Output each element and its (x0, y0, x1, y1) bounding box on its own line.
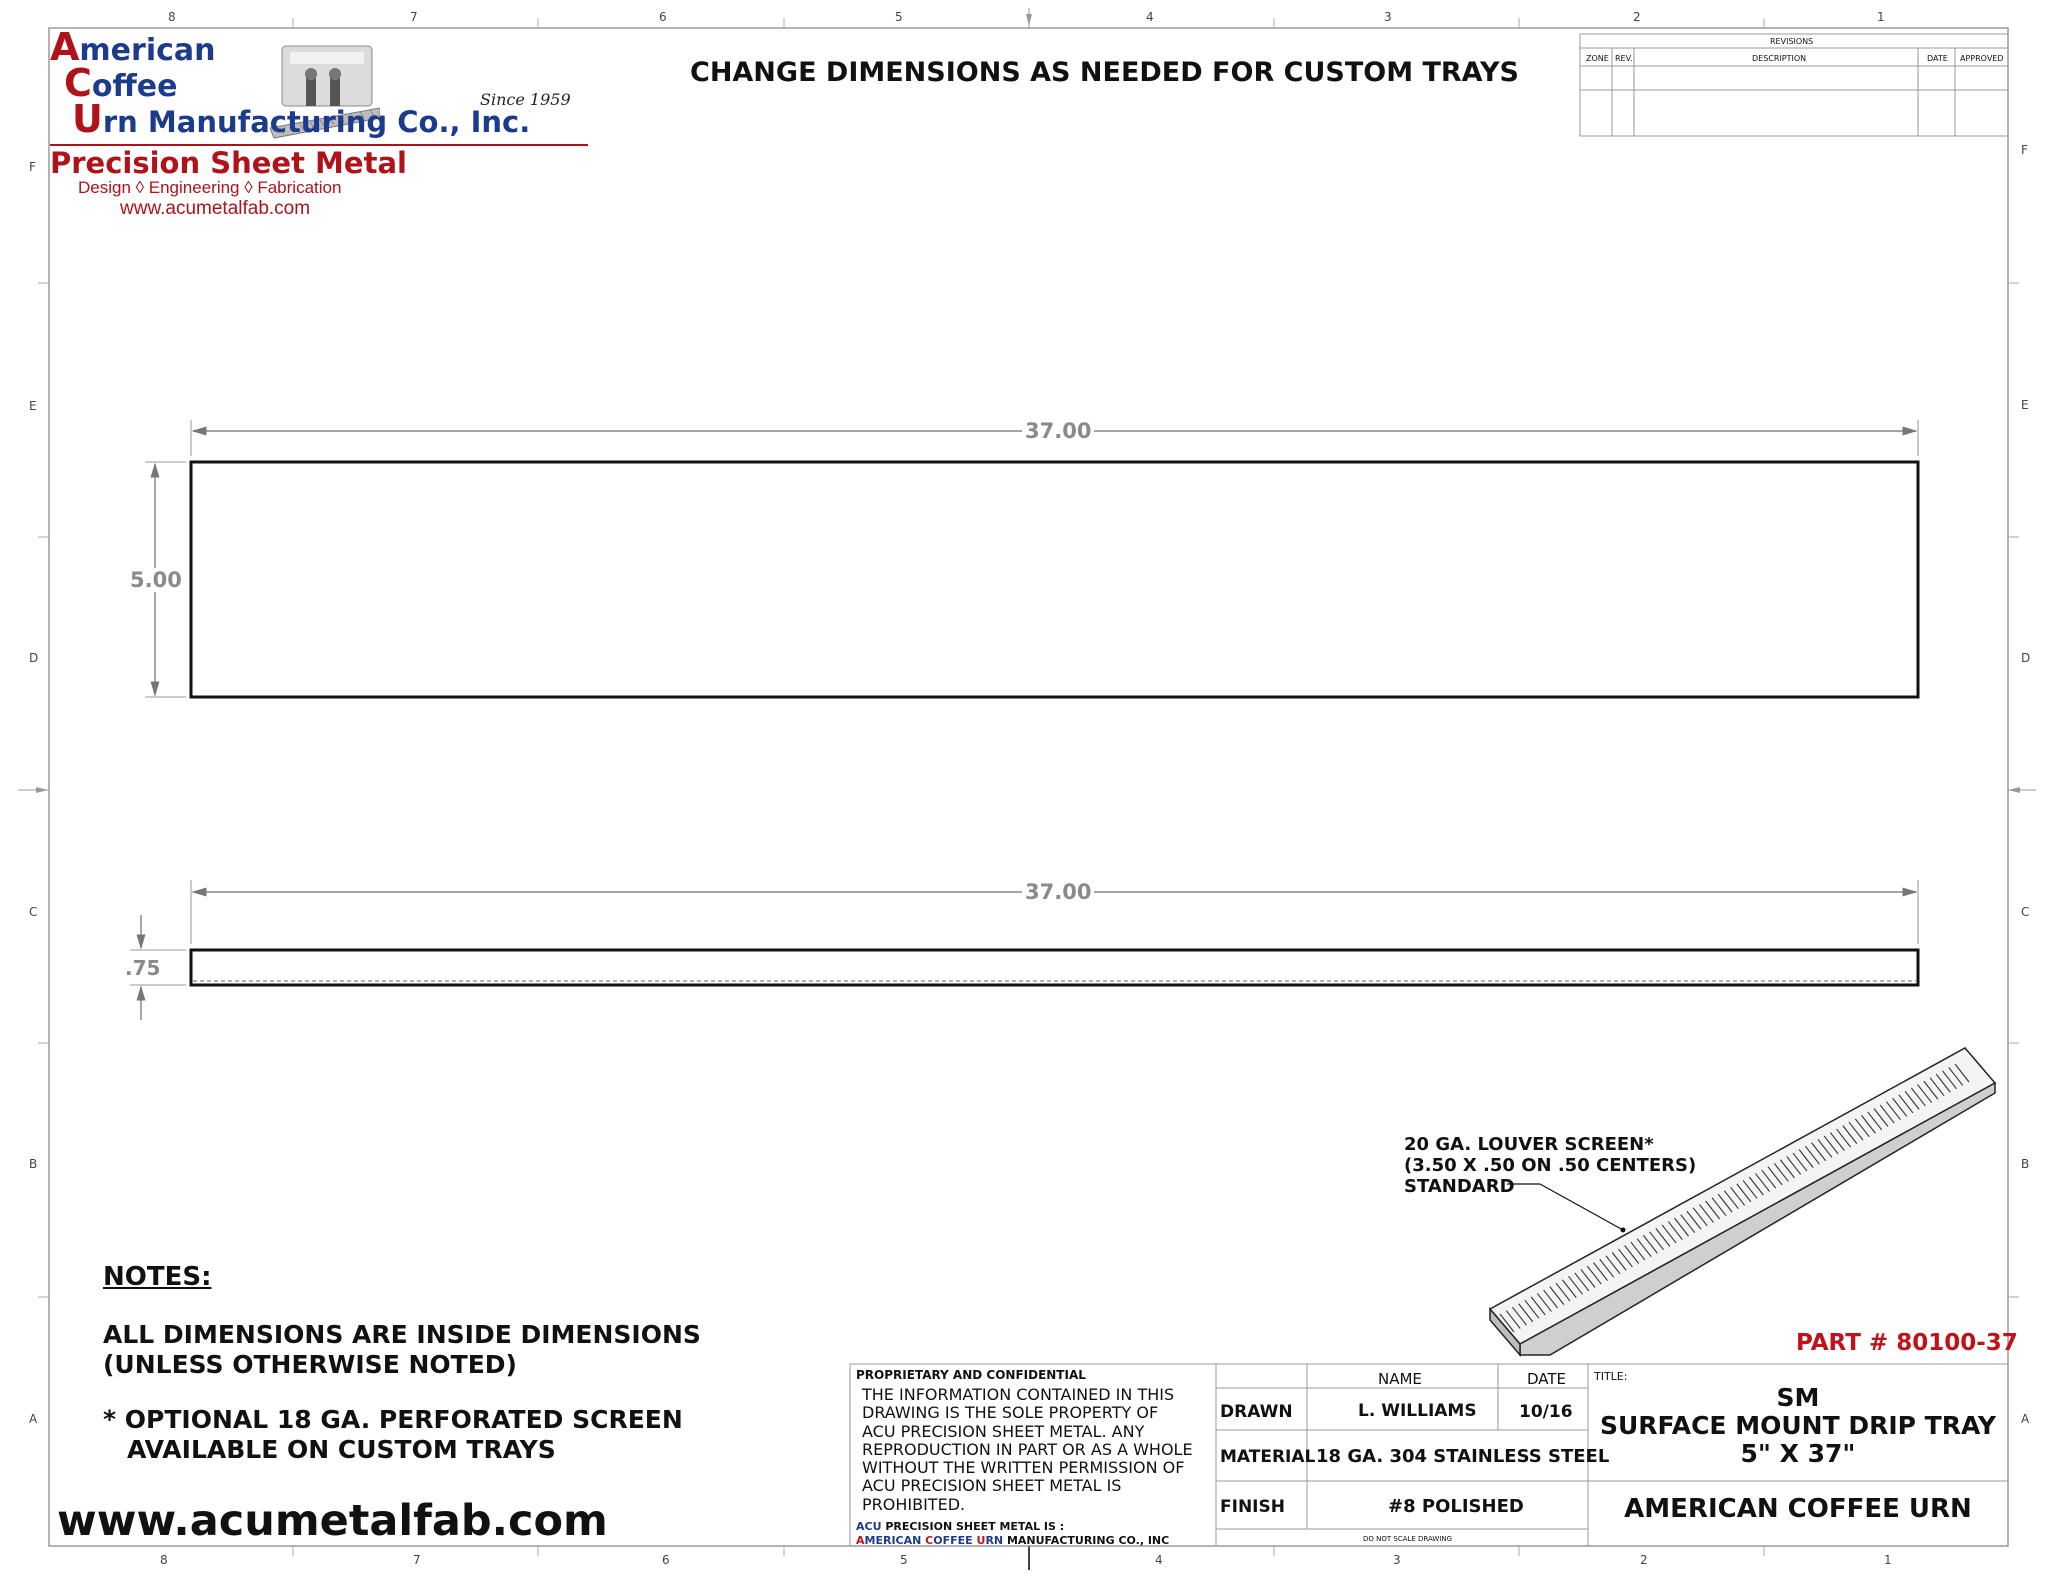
zone-right-d: D (2021, 651, 2031, 665)
side-width-dimension: 37.00 (1022, 880, 1094, 904)
isometric-tray (1490, 1048, 1995, 1355)
zone-right-c: C (2021, 905, 2030, 919)
proprietary-line: ACU PRECISION SHEET METAL IS (862, 1476, 1122, 1496)
zone-bottom-8: 8 (160, 1553, 168, 1567)
proprietary-line: REPRODUCTION IN PART OR AS A WHOLE (862, 1439, 1193, 1459)
zone-bottom-4: 4 (1155, 1553, 1163, 1567)
zone-right-b: B (2021, 1157, 2030, 1171)
rev-header-zone: ZONE (1586, 54, 1609, 63)
top-view-outline (191, 462, 1918, 697)
drawn-label: DRAWN (1220, 1402, 1293, 1422)
notes-title: NOTES: (103, 1262, 212, 1292)
logo-initial-u: U (72, 97, 103, 141)
logo-text-american: merican (79, 33, 216, 68)
side-view-outline (191, 950, 1918, 985)
page-title: CHANGE DIMENSIONS AS NEEDED FOR CUSTOM TRAYS (690, 57, 1519, 88)
zone-top-1: 1 (1877, 10, 1885, 24)
logo-services: Design ◊ Engineering ◊ Fabrication (78, 178, 342, 197)
logo-text-urn: rn Manufacturing Co., Inc. (102, 105, 531, 139)
louver-callout (1404, 1134, 1696, 1197)
logo-line-urn (72, 97, 531, 141)
logo-initial-a: A (50, 25, 80, 69)
footer-website: www.acumetalfab.com (57, 1496, 608, 1546)
acu-abbrev: ACU (856, 1520, 882, 1533)
zone-bottom-6: 6 (662, 1553, 670, 1567)
rev-header-description: DESCRIPTION (1752, 54, 1807, 63)
material-label: MATERIAL (1220, 1447, 1316, 1467)
proprietary-title: PROPRIETARY AND CONFIDENTIAL (856, 1368, 1086, 1382)
do-not-scale-note: DO NOT SCALE DRAWING (1363, 1535, 1453, 1543)
company-name: AMERICAN COFFEE URN (1624, 1494, 1972, 1524)
logo-since: Since 1959 (480, 90, 571, 109)
logo-initial-c: C (64, 61, 92, 105)
side-height-dimension: .75 (122, 956, 163, 980)
top-height-dimension: 5.00 (127, 568, 185, 592)
proprietary-notice (862, 1386, 1193, 1514)
zone-top-8: 8 (168, 10, 176, 24)
zone-bottom-2: 2 (1640, 1553, 1648, 1567)
zone-right-f: F (2021, 143, 2028, 157)
zone-bottom-1: 1 (1884, 1553, 1892, 1567)
date-header: DATE (1527, 1370, 1567, 1388)
zone-top-5: 5 (895, 10, 903, 24)
acu-initial-u: U (976, 1534, 986, 1547)
zone-left-c: C (29, 905, 38, 919)
proprietary-line: WITHOUT THE WRITTEN PERMISSION OF (862, 1458, 1185, 1478)
zone-top-6: 6 (659, 10, 667, 24)
drawn-name: L. WILLIAMS (1358, 1401, 1477, 1421)
zone-bottom-5: 5 (900, 1553, 908, 1567)
acu-initial-a: A (856, 1534, 865, 1547)
drawn-date: 10/16 (1519, 1402, 1573, 1422)
revisions-table (1580, 34, 2008, 136)
zone-right-a: A (2021, 1412, 2030, 1426)
zone-left-d: D (29, 651, 39, 665)
acu-statement-text: PRECISION SHEET METAL IS : (881, 1520, 1065, 1533)
top-width-dimension: 37.00 (1022, 419, 1094, 443)
acu-text-rest: MANUFACTURING CO., INC (1003, 1534, 1170, 1547)
louver-callout-line1: 20 GA. LOUVER SCREEN* (1404, 1134, 1654, 1155)
company-logo (50, 25, 590, 230)
zone-left-a: A (29, 1412, 38, 1426)
title-label: TITLE: (1594, 1370, 1628, 1383)
zone-top-7: 7 (410, 10, 418, 24)
name-header: NAME (1378, 1370, 1422, 1388)
drawing-title-line1: SM (1776, 1383, 1820, 1412)
proprietary-line: PROHIBITED. (862, 1494, 966, 1514)
zone-top-2: 2 (1633, 10, 1641, 24)
acu-text-offee: OFFEE (933, 1534, 977, 1547)
drawing-title (1588, 1384, 2008, 1468)
acu-text-merican: MERICAN (864, 1534, 926, 1547)
zone-left-b: B (29, 1157, 38, 1171)
drawing-title-line2: SURFACE MOUNT DRIP TRAY (1599, 1411, 1997, 1440)
zone-bottom-7: 7 (413, 1553, 421, 1567)
note-2-line1: * OPTIONAL 18 GA. PERFORATED SCREEN (103, 1405, 683, 1434)
acu-initial-c: C (925, 1534, 934, 1547)
zone-left-e: E (29, 399, 37, 413)
zone-top-3: 3 (1384, 10, 1392, 24)
rev-header-rev: REV. (1615, 54, 1633, 63)
zone-bottom-3: 3 (1393, 1553, 1401, 1567)
finish-label: FINISH (1220, 1497, 1285, 1517)
drawing-title-line3: 5" X 37" (1740, 1439, 1856, 1468)
acu-statement-line2 (856, 1534, 1169, 1547)
acu-statement-line1 (856, 1520, 1064, 1533)
logo-website: www.acumetalfab.com (120, 198, 311, 219)
logo-precision: Precision Sheet Metal (50, 146, 407, 180)
louver-callout-line2: (3.50 X .50 ON .50 CENTERS) (1404, 1155, 1697, 1176)
proprietary-line: ACU PRECISION SHEET METAL. ANY (862, 1421, 1145, 1441)
note-1-line1: ALL DIMENSIONS ARE INSIDE DIMENSIONS (103, 1320, 701, 1349)
revisions-title: REVISIONS (1770, 37, 1814, 46)
note-1-line2: (UNLESS OTHERWISE NOTED) (103, 1350, 517, 1379)
note-2 (103, 1405, 683, 1465)
finish-value: #8 POLISHED (1388, 1496, 1524, 1517)
sheet-border (49, 28, 2008, 1546)
logo-text-coffee: offee (91, 69, 178, 104)
zone-top-4: 4 (1146, 10, 1154, 24)
note-1 (103, 1320, 701, 1380)
proprietary-line: THE INFORMATION CONTAINED IN THIS (862, 1385, 1175, 1404)
zone-left-f: F (29, 160, 36, 174)
proprietary-line: DRAWING IS THE SOLE PROPERTY OF (862, 1403, 1159, 1423)
rev-header-approved: APPROVED (1960, 54, 2004, 63)
part-number: PART # 80100-37 (1796, 1330, 2018, 1356)
rev-header-date: DATE (1927, 54, 1948, 63)
louver-callout-line3: STANDARD (1404, 1176, 1515, 1197)
note-2-line2: AVAILABLE ON CUSTOM TRAYS (127, 1435, 556, 1464)
zone-right-e: E (2021, 398, 2029, 412)
acu-text-rn: RN (985, 1534, 1004, 1547)
material-value: 18 GA. 304 STAINLESS STEEL (1316, 1446, 1610, 1467)
